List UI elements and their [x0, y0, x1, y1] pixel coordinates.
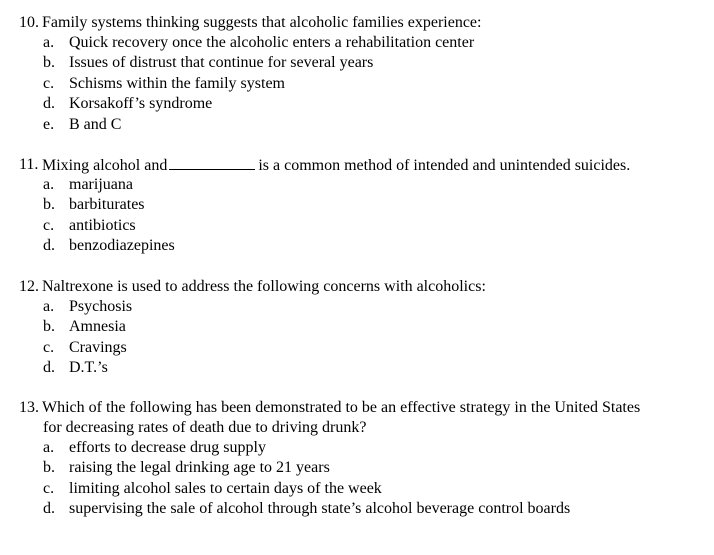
option-text: Korsakoff’s syndrome [69, 95, 213, 113]
question-text-before: Mixing alcohol and [42, 157, 168, 174]
option-text: benzodiazepines [69, 237, 175, 255]
option-letter: d. [43, 359, 55, 377]
question-text-continued: for decreasing rates of death due to driving drunk? [43, 419, 367, 436]
option-b [0, 458, 714, 478]
option-letter: e. [43, 115, 55, 133]
option-a [0, 175, 714, 195]
question-stem [0, 155, 714, 175]
question-number: 12. [19, 278, 39, 295]
question-text: Family systems thinking suggests that alcoholic families experience: [42, 14, 482, 31]
option-a [0, 33, 714, 53]
option-letter: c. [43, 74, 55, 92]
option-text: D.T.’s [69, 359, 108, 377]
option-text: efforts to decrease drug supply [69, 439, 266, 456]
option-letter: b. [43, 459, 55, 477]
option-letter: d. [43, 500, 55, 518]
option-letter: d. [43, 95, 55, 113]
question-12 [0, 277, 714, 379]
option-letter: a. [43, 439, 55, 456]
option-letter: a. [43, 298, 55, 315]
question-number: 10. [19, 14, 39, 31]
option-b [0, 195, 714, 215]
question-stem [0, 277, 714, 297]
question-text [42, 155, 630, 176]
question-number: 13. [19, 399, 39, 416]
option-c [0, 479, 714, 499]
option-text: Schisms within the family system [69, 74, 285, 92]
question-stem [0, 13, 714, 33]
question-number: 11. [19, 156, 39, 173]
option-letter: c. [43, 479, 55, 497]
question-11 [0, 155, 714, 257]
option-d [0, 94, 714, 114]
option-letter: b. [43, 318, 55, 336]
option-d [0, 236, 714, 256]
option-d [0, 499, 714, 519]
option-c [0, 338, 714, 358]
option-e [0, 115, 714, 135]
question-13 [0, 398, 714, 520]
question-text: Which of the following has been demonstrated to be an effective strategy in the United States [42, 399, 641, 416]
option-letter: a. [43, 34, 55, 51]
option-b [0, 53, 714, 73]
option-text: raising the legal drinking age to 21 years [69, 459, 330, 477]
option-letter: c. [43, 338, 55, 356]
question-text-after: is a common method of intended and unintended suicides. [258, 157, 631, 174]
option-letter: a. [43, 176, 55, 193]
option-b [0, 317, 714, 337]
option-text: Issues of distrust that continue for several years [69, 54, 374, 72]
question-stem [0, 398, 714, 418]
option-letter: c. [43, 216, 55, 234]
option-a [0, 438, 714, 458]
option-text: antibiotics [69, 216, 136, 234]
option-c [0, 216, 714, 236]
option-letter: d. [43, 237, 55, 255]
option-letter: b. [43, 196, 55, 214]
question-10 [0, 13, 714, 135]
option-text: B and C [69, 115, 122, 133]
option-c [0, 74, 714, 94]
option-text: supervising the sale of alcohol through state’s alcohol beverage control boards [69, 500, 571, 518]
option-text: barbiturates [69, 196, 145, 214]
option-d [0, 358, 714, 378]
option-text: Quick recovery once the alcoholic enters a rehabilitation center [69, 34, 475, 51]
option-text: Psychosis [69, 298, 133, 315]
option-text: marijuana [69, 176, 133, 193]
option-text: Cravings [69, 338, 127, 356]
option-a [0, 297, 714, 317]
question-stem-continued [0, 418, 714, 438]
answer-blank [169, 155, 255, 170]
question-text: Naltrexone is used to address the following concerns with alcoholics: [42, 278, 486, 295]
option-text: limiting alcohol sales to certain days of the week [69, 479, 382, 497]
option-text: Amnesia [69, 318, 126, 336]
option-letter: b. [43, 54, 55, 72]
